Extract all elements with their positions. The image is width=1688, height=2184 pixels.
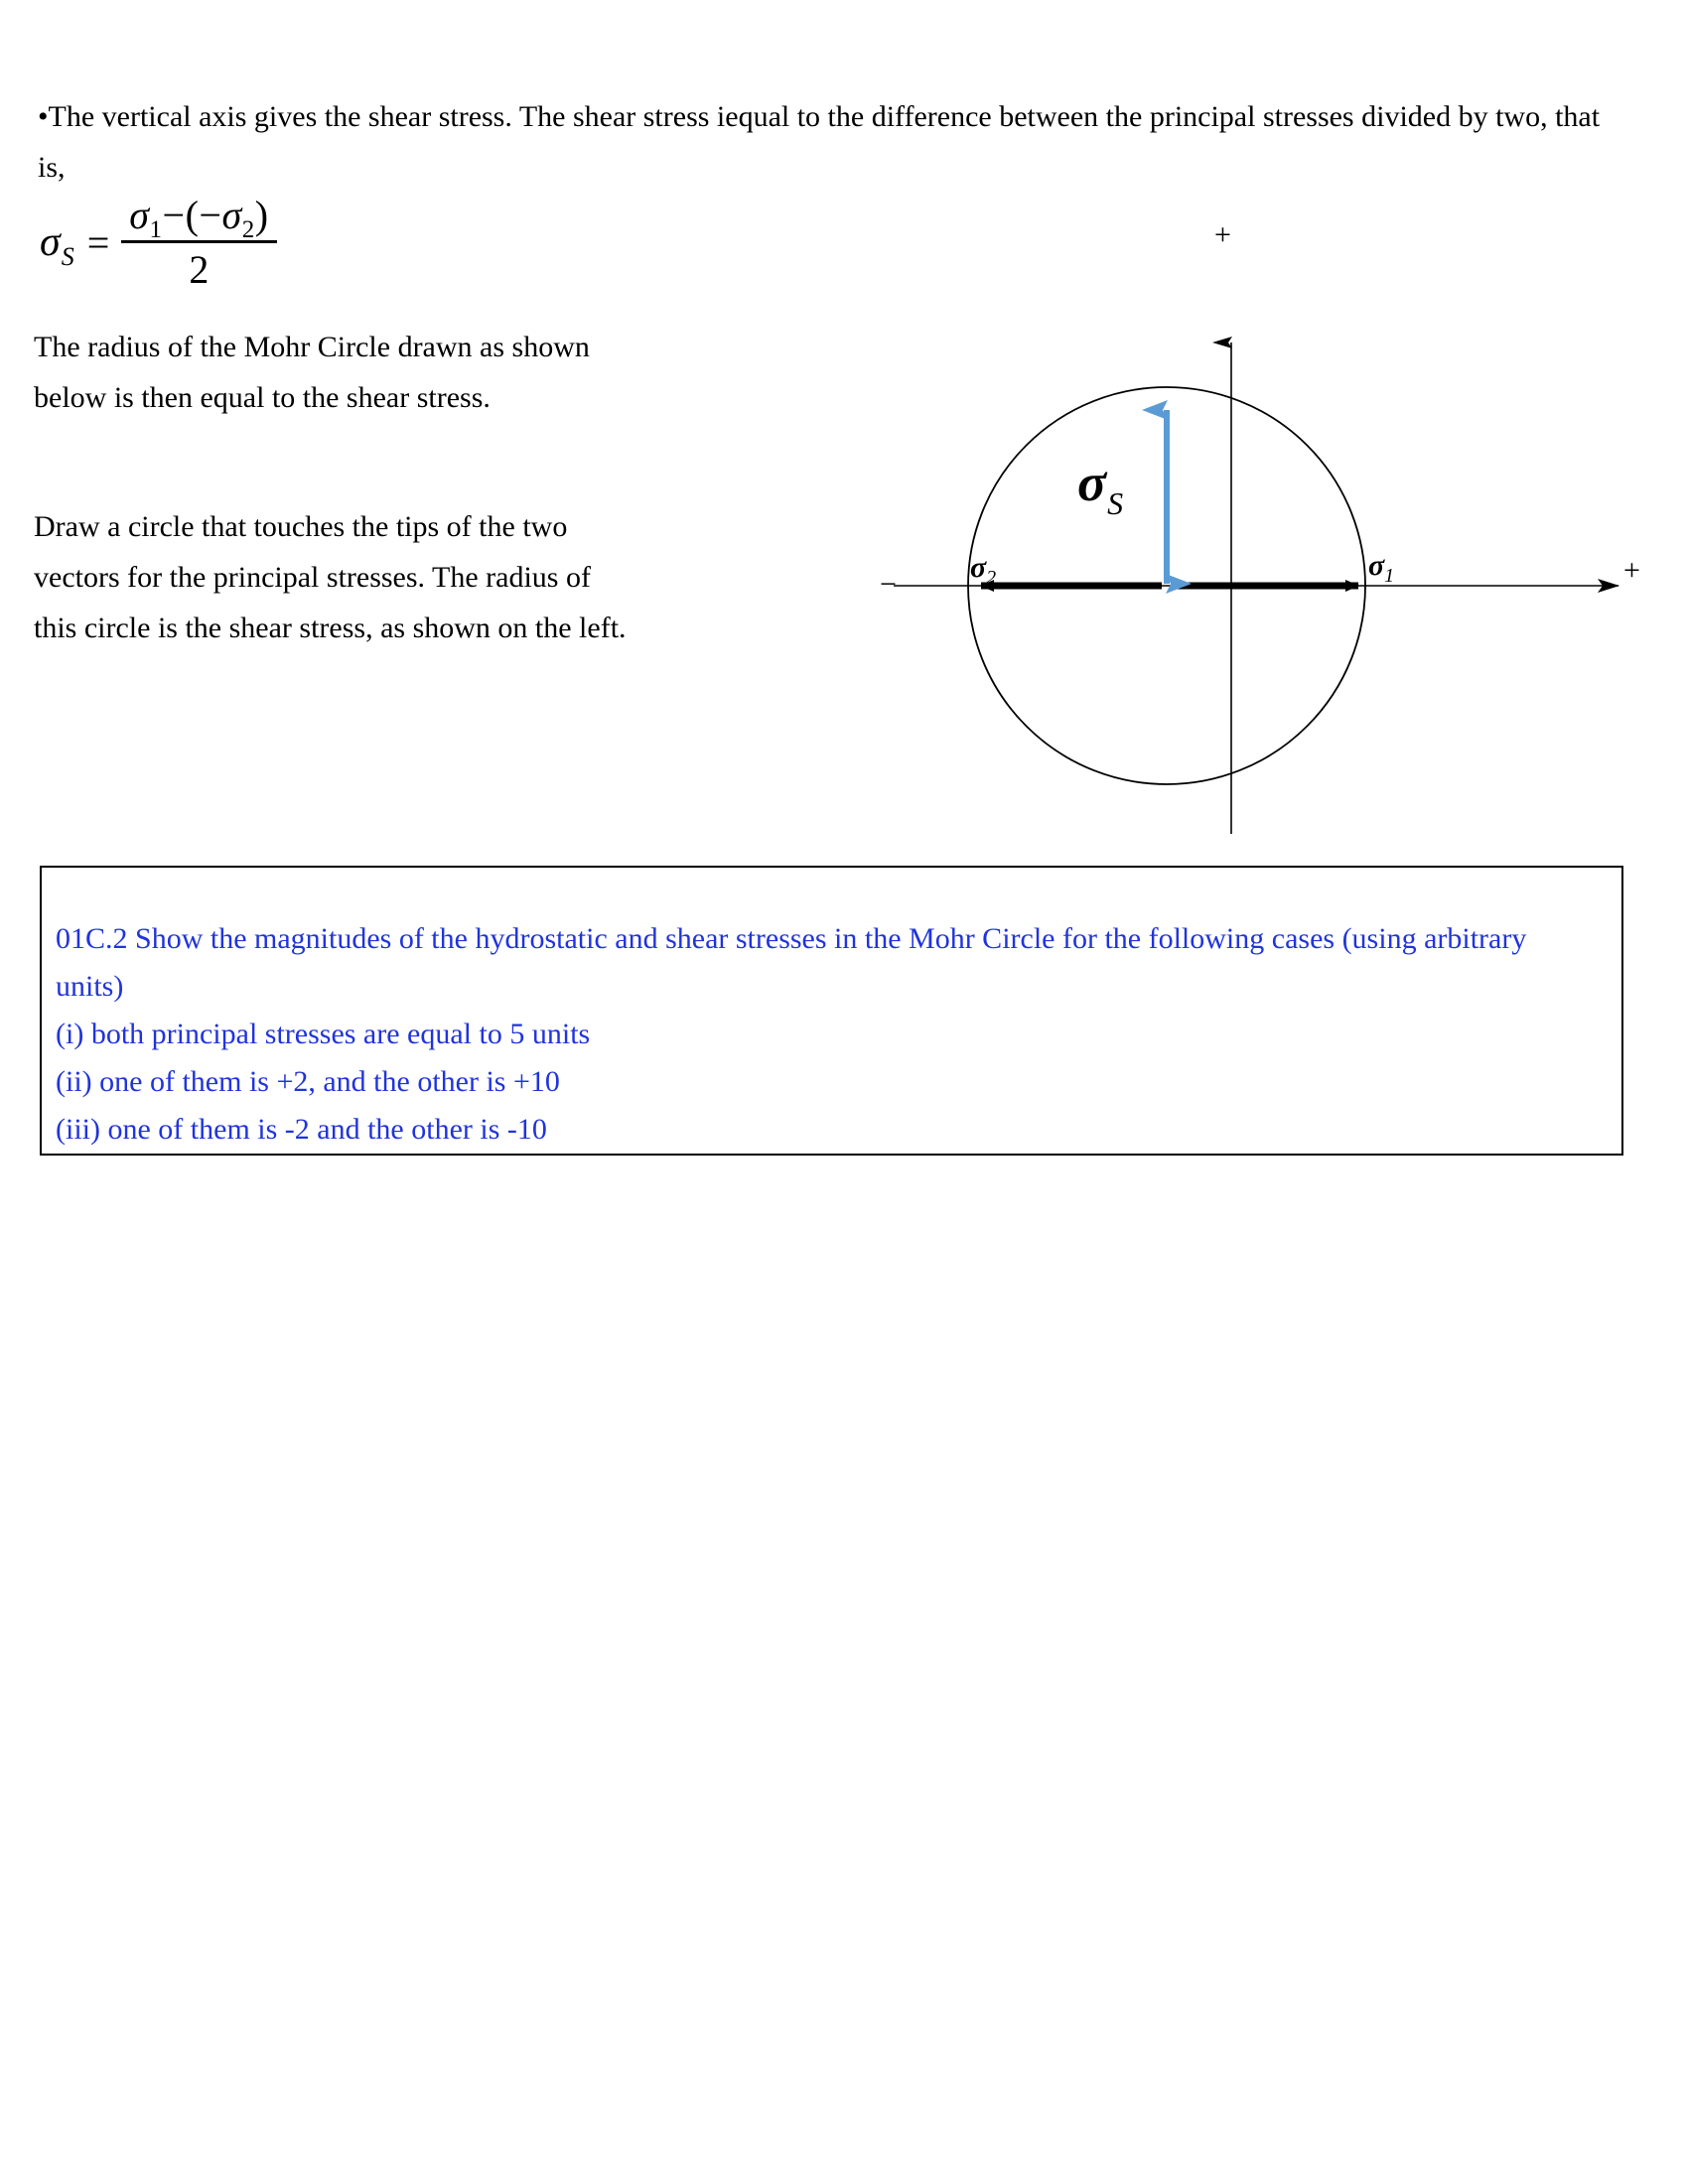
mohr-circle-svg: [834, 298, 1658, 854]
shear-stress-equation: [40, 195, 277, 290]
horizontal-axis-plus-label: +: [1623, 554, 1640, 587]
vertical-axis-plus-label: +: [1214, 218, 1231, 251]
question-line-ii: (ii) one of them is +2, and the other is +10: [56, 1065, 560, 1098]
sigma-shear-glyph: σ: [1077, 453, 1107, 512]
paragraph-draw-circle: Draw a circle that touches the tips of the two vectors for the principal stresses. The radius of this circle is the shear stress, as shown on the left.: [34, 510, 627, 644]
intro-bullet-paragraph: [38, 91, 1602, 193]
equation-fraction: [121, 192, 276, 293]
numerator-close-paren: ): [254, 193, 269, 237]
question-line-main: 01C.2 Show the magnitudes of the hydrostatic and shear stresses in the Mohr Circle for the following cases (using arbitrary units): [56, 922, 1527, 1003]
numerator-open-paren: (: [185, 193, 200, 237]
equation-lhs: [40, 218, 74, 271]
sigma2-subscript: 2: [986, 567, 997, 589]
fraction-numerator: [121, 192, 276, 243]
sigma1-subscript: 1: [1384, 565, 1395, 587]
paragraph-radius: The radius of the Mohr Circle drawn as shown below is then equal to the shear stress.: [34, 331, 590, 414]
bullet-icon: •: [38, 100, 49, 133]
mohr-circle-figure: [834, 218, 1658, 854]
question-box: [40, 866, 1623, 1156]
numerator-inner-minus: −: [199, 193, 222, 237]
equals-sign: =: [86, 219, 110, 265]
sigma-shear-subscript: S: [1107, 485, 1124, 521]
sigma-symbol: σ: [40, 219, 61, 265]
sigma1-label: [1368, 549, 1395, 587]
numerator-minus: −: [162, 193, 186, 237]
numerator-sigma-2: σ: [221, 193, 242, 237]
sigma2-glyph: σ: [970, 551, 987, 584]
horizontal-axis-minus-label: −: [880, 568, 897, 601]
question-line-i: (i) both principal stresses are equal to 5 units: [56, 1018, 591, 1050]
fraction-denominator: 2: [189, 247, 210, 292]
question-line-iii: (iii) one of them is -2 and the other is -10: [56, 1113, 547, 1146]
sigma2-label: [970, 551, 997, 589]
numerator-sigma-1: σ: [129, 193, 150, 237]
numerator-sigma-2-sub: 2: [241, 216, 255, 243]
intro-paragraph-text: The vertical axis gives the shear stress. The shear stress iequal to the difference between the principal stresses divided by two, that is,: [38, 100, 1601, 184]
numerator-sigma-1-sub: 1: [149, 216, 163, 243]
shear-stress-label: [1077, 452, 1124, 521]
sigma1-glyph: σ: [1368, 549, 1385, 582]
sigma-subscript-s: S: [61, 242, 74, 271]
question-box-content: [56, 915, 1608, 1154]
